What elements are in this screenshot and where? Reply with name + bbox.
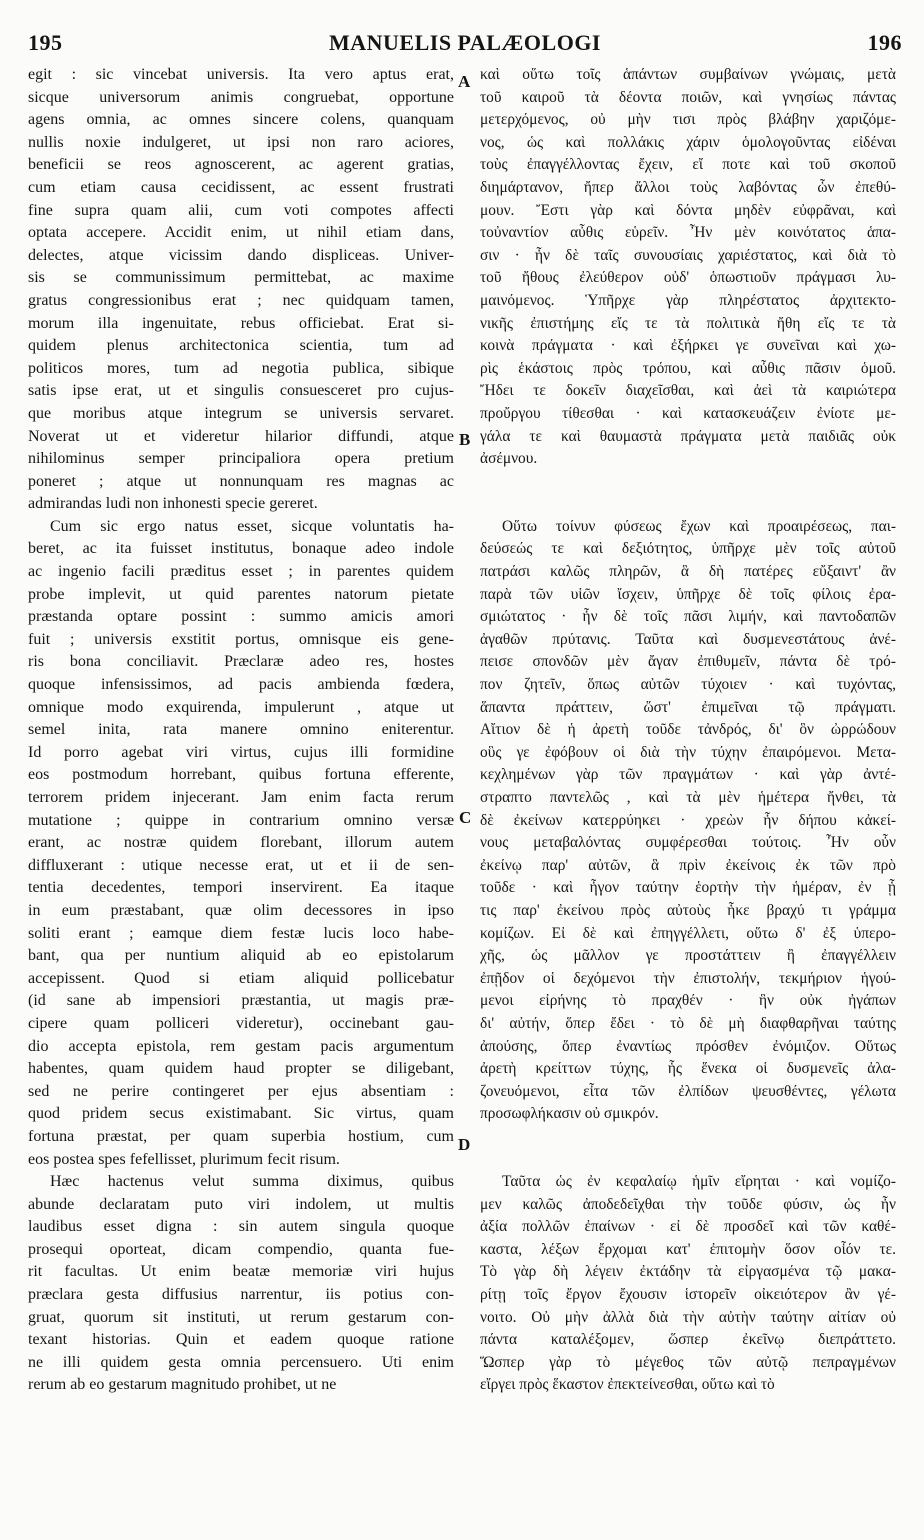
text-line: νους μεταβαλόντας συμφέρεσθαι τούτοις. Ἦν οὖν: [480, 834, 896, 852]
text-line: μουν. Ἔστι γὰρ καὶ δόντα μηδὲν εὐφρᾶναι, καὶ: [480, 201, 896, 219]
text-line: politicos mores, tum ad negotia publica, sibique: [28, 359, 454, 377]
text-line: Ταῦτα ὡς ἐν κεφαλαίῳ ἡμῖν εἴρηται · καὶ νομίζο-: [502, 1173, 896, 1191]
text-line: νοιτο. Οὐ μὴν ἀλλὰ διὰ τὴν αὐτὴν ταύτην αἰτίαν οὐ: [480, 1308, 896, 1326]
text-line: πάντα καταλέξομεν, ὥσπερ ἐκεῖνῳ διεπράττετο.: [480, 1331, 896, 1349]
text-line: ἀρετὴ κρείττων τύχης, ἧς ἕνεκα οἱ δυσμενεῖς ἀλα-: [480, 1060, 896, 1078]
text-line: ἅπαντα πράττειν, ὥστ' ἐπιμεῖναι τῷ πράγματι.: [480, 698, 896, 716]
text-line: quidem plenus architectonica scientia, tum ad: [28, 337, 454, 355]
paragraph-spacer: [480, 1126, 896, 1149]
greek-column: [480, 64, 896, 1397]
text-line: εἴργει πρὸς ἕκαστον ἐπεκτείνεσθαι, οὕτω καὶ τὸ: [480, 1376, 775, 1394]
text-line: Cum sic ergo natus esset, sicque voluntatis ha-: [50, 517, 454, 535]
text-line: μαινόμενος. Ὑπῆρχε γὰρ πληρέστατος ἀρχιτεκτο-: [480, 291, 896, 309]
page-number-left: 195: [28, 30, 63, 55]
text-line: cipere quam polliceri videretur), occinebant gau-: [28, 1014, 454, 1032]
text-line: χῆς, ὡς μᾶλλον γε προστάττειν ἢ ἐπαγγέλλειν: [480, 947, 896, 965]
latin-paragraph-1: [28, 64, 454, 516]
text-line: fine supra quam alii, cum voti compotes affecti: [28, 201, 454, 219]
text-line: nihilominus semper principaliora opera pretium: [28, 450, 454, 468]
latin-paragraph-3: [28, 1171, 454, 1397]
text-line: παρὰ τῶν υἱῶν ἴσχειν, ὑπῆρχε δὲ τοῖς φίλοις ἐρα-: [480, 585, 896, 603]
text-line: ris bona conciliavit. Præclaræ adeo res, hostes: [28, 653, 454, 671]
text-line: γάλα τε καὶ θαυμαστὰ πράγματα μετὰ παιδιᾶς οὐκ: [480, 427, 896, 445]
text-line: τις παρ' ἐκείνου πρὸς αὐτοὺς ἧκε βραχύ τι γράμμα: [480, 901, 896, 919]
text-line: satis ipse erat, ut et singulis consuesceret pro cujus-: [28, 382, 454, 400]
text-line: egit : sic vincebat universis. Ita vero aptus erat,: [28, 66, 454, 83]
text-line: διημάρτανον, ἤπερ ἄλλοι τοὺς λαβόντας ὧν ἐπεθύ-: [480, 178, 896, 196]
text-line: ρίτῃ τοῖς ἔργον ἔχουσιν ἱστορεῖν οἰκειότερον ἂν γέ-: [480, 1286, 896, 1304]
text-line: erant, ac nostræ quidem florebant, illorum autem: [28, 834, 454, 852]
text-line: fortuna præstat, per quam superbia hostium, cum: [28, 1127, 454, 1145]
text-line: beneficii se reos agnoscerent, ac agerent gratias,: [28, 156, 454, 174]
text-line: mutatione ; quippe in contrarium omnino versæ: [28, 811, 454, 829]
text-line: Id porro agebat viri virtus, cujus illi formidine: [28, 743, 454, 761]
text-line: προσωφλήκασιν οὐ σμικρόν.: [480, 1105, 659, 1123]
text-line: probe implevit, ut quid parentes natorum pietate: [28, 585, 454, 603]
text-line: ἐκείνῳ παρ' αὐτῶν, ἃ πρὶν ἐκείνοις ἐκ τῶν πρὸ: [480, 856, 896, 874]
running-title: MANUELIS PALÆOLOGI: [328, 30, 601, 55]
text-line: προὔργου τίθεσθαι · καὶ κατασκευάζειν ἐνίοτε με-: [480, 404, 896, 422]
text-line: Hæc hactenus velut summa diximus, quibus: [50, 1173, 454, 1191]
text-line: habentes, quam quidem haud propter se diligebant,: [28, 1060, 454, 1078]
text-line: ἀξία πολλῶν ἐπαίνων · εἰ δὲ προσδεῖ καὶ τῶν καθέ-: [480, 1218, 896, 1236]
text-line: cum etiam causa cecidissent, ac essent frustrati: [28, 178, 454, 196]
text-line: ζονευόμενοι, εἶτα τῶν ἐλπίδων ψευσθέντες, γέλωτα: [480, 1082, 896, 1100]
text-line: Noverat ut et videretur hilarior diffundi, atque: [28, 427, 454, 445]
text-line: eos postea spes fefellisset, plurimum fecit risum.: [28, 1150, 340, 1168]
text-line: fuit ; universis exstitit portus, omnisque eis gene-: [28, 630, 454, 648]
text-line: ἀσέμνου.: [480, 450, 538, 468]
text-line: δι' αὐτήν, ὅπερ ἔδει · τὸ δὲ μὴ διαφθαρῆναι ταύτης: [480, 1014, 896, 1032]
text-line: πεισε σπονδῶν μὲν ἄγαν ἐπιθυμεῖν, πάντα δὲ τρό-: [480, 653, 896, 671]
latin-column: [28, 64, 454, 1397]
margin-marker-b: B: [459, 430, 471, 449]
text-line: optata accepere. Accidit enim, ut nihil etiam dans,: [28, 224, 454, 242]
text-line: beret, ac ita fuisset institutus, bonaque adeo indole: [28, 540, 454, 558]
text-line: ἀπούσης, ὅπερ ἐναντίως πρόσθεν ἐνόμιζον. Οὕτως: [480, 1037, 896, 1055]
text-line: κεχλημένων γὰρ τῶν πραγμάτων · καὶ γὰρ ἀντέ-: [480, 766, 896, 784]
text-line: soliti erant ; eamque diem festæ lucis loco habe-: [28, 924, 454, 942]
text-line: μενοι εἰρήνης τὸ πραχθέν · ἣν οὐκ ἠγάπων: [480, 992, 896, 1010]
text-line: νικῆς ἐπιστήμης εἴς τε τὰ πολιτικὰ ἤθη εἴς τε τὰ: [480, 314, 896, 332]
text-line: δὲ ἐκείνων κατερρύηκει · χρεὼν ἦν δήπου κἀκεί-: [480, 811, 896, 829]
text-line: κοινὰ πράγματα · καὶ ἐξήρκει γε συνεῖναι καὶ χω-: [480, 337, 896, 355]
page-header: [28, 30, 902, 64]
text-line: que moribus atque integrum se universis servaret.: [28, 404, 454, 422]
text-line: Οὕτω τοίνυν φύσεως ἔχων καὶ προαιρέσεως, παι-: [502, 517, 896, 535]
paragraph-spacer: [480, 471, 896, 494]
text-line: (id sane ab impensiori præstantia, ut magis præ-: [28, 992, 454, 1010]
text-line: gruat, quorum sit instituti, ut rerum gestarum con-: [28, 1308, 454, 1326]
text-line: τοῦ ἤθους ἐλεύθερον οὐδ' ὁπωστιοῦν πράγμασι λυ-: [480, 269, 896, 287]
text-line: quod pridem secus existimabant. Sic virtus, quam: [28, 1105, 454, 1123]
text-line: ac ingenio facili præditus esset ; in parentes quidem: [28, 563, 454, 581]
greek-paragraph-2: [480, 516, 896, 1126]
text-line: bant, qua per nuntium aliquid ab eo epistolarum: [28, 947, 454, 965]
text-line: in eum præstabant, quæ olim decessores in ipso: [28, 901, 454, 919]
text-line: ne illi quidem gesta omnia percensuero. Uti enim: [28, 1353, 454, 1371]
text-line: sed ne perire contingeret per ejus absentiam :: [28, 1082, 454, 1100]
paragraph-spacer: [480, 493, 896, 516]
text-line: semel inita, rata manere omnino eniterentur.: [28, 721, 454, 739]
page-number-right: 196: [867, 30, 902, 55]
text-line: ἐπῇδον οἱ δεχόμενοι τὴν ἐπιστολήν, τεκμήριον ἡγού-: [480, 969, 896, 987]
text-line: laudibus esset digna : sin autem singula quoque: [28, 1218, 454, 1236]
text-line: Ἤδει τε δοκεῖν διαχεῖσθαι, καὶ ἀεὶ τὰ καιριώτερα: [480, 382, 896, 400]
margin-marker-d: D: [458, 1135, 471, 1154]
text-line: σμιώτατος · ἦν δὲ τοῖς πᾶσι λιμήν, καὶ παντοδαπῶν: [480, 608, 896, 626]
text-line: abunde declaratam puto viri indolem, ut multis: [28, 1195, 454, 1213]
text-line: Τὸ γὰρ δὴ λέγειν ἐκτάδην τὰ εἰργασμένα τῷ μακα-: [480, 1263, 896, 1281]
text-line: nullis noxie indulgeret, ut ipsi non raro aciores,: [28, 133, 454, 151]
text-line: οὓς γε ἐφόβουν οἱ διὰ τὴν τύχην ἐπαιρόμενοι. Μετα-: [480, 743, 896, 761]
text-line: τοὺς ἐπαγγέλλοντας ἔχειν, εἴ ποτε καὶ τοῦ σκοποῦ: [480, 156, 896, 174]
text-line: præclara gesta diffusius narrentur, iis potius con-: [28, 1286, 454, 1304]
text-line: sis se communissimum permittebat, ac maxime: [28, 269, 454, 287]
text-line: κομίζων. Εἰ δὲ καὶ ἐπηγγέλλετι, οὕτω δ' ἐξ ὑπερο-: [480, 924, 896, 942]
greek-paragraph-1: [480, 64, 896, 471]
text-line: morum illa ingenuitate, rebus officiebat. Erat si-: [28, 314, 454, 332]
text-line: Αἴτιον δὲ ἡ ἀρετὴ τοῦδε τἀνδρός, δι' ὃν ὠρρώδουν: [480, 721, 896, 739]
text-line: νος, ὡς καὶ πολλάκις χάριν ὁμολογοῦντας εἰδέναι: [480, 133, 896, 151]
text-line: πατράσι καλῶς πληρῶν, ἃ δὴ πατέρες εὔξαιντ' ἂν: [480, 563, 896, 581]
text-line: ἀγαθῶν πρύτανις. Ταῦτα καὶ δυσμενεστάτους ἀνέ-: [480, 630, 896, 648]
text-line: rit facultas. Ut enim beatæ memoriæ viri hujus: [28, 1263, 454, 1281]
greek-paragraph-3: [480, 1171, 896, 1397]
text-line: terrorem pridem injecerant. Jam enim facta rerum: [28, 789, 454, 806]
text-line: agens omnia, ac omnes sincere colens, quanquam: [28, 111, 454, 129]
text-line: delectes, atque vicissim dando displiceas. Univer-: [28, 246, 454, 264]
paragraph-spacer: [480, 1149, 896, 1172]
text-line: τοὐναντίον αὖθις εὑρεῖν. Ἦν μὲν κοινότατος ἁπα-: [480, 224, 896, 242]
text-line: omnique modo exquirenda, impulerunt , atque ut: [28, 698, 454, 716]
text-line: admirandas ludi non inhonesti specie gereret.: [28, 495, 318, 513]
text-line: texant historias. Quin et eadem quoque ratione: [28, 1331, 454, 1349]
text-line: πον ζητεῖν, ὅπως αὐτῶν τύχοιεν · καὶ τυχόντας,: [480, 676, 896, 694]
margin-marker-a: A: [458, 72, 471, 91]
text-line: δεύσεώς τε καὶ δεξιότητος, ὑπῆρχε μὲν τοῖς αὐτοῦ: [480, 540, 896, 558]
text-line: tentia decedentes, tempori inservirent. Ea itaque: [28, 879, 454, 897]
text-line: poneret ; atque ut nonnunquam res magnas ac: [28, 472, 454, 490]
text-line: τοῦ καιροῦ τὰ δέοντα ποιῶν, καὶ γνησίως πάντας: [480, 88, 896, 106]
text-line: μετερχόμενος, οὐ μὴν τισι πρὸς βλάβην χαριζόμε-: [480, 111, 896, 129]
text-line: sicque universorum animis congruebat, opportune: [28, 88, 454, 106]
text-line: gratus congressionibus erat ; nec quidquam tamen,: [28, 291, 454, 309]
text-line: quoque infensissimos, ad pacis ambienda fœdera,: [28, 676, 454, 694]
text-line: τοῦδε · καὶ ἦγον ταύτην ἑορτὴν τὴν ἡμέραν, ἐν ᾗ: [480, 879, 896, 897]
text-line: Ὥσπερ γὰρ τὸ μέγεθος τῶν αὐτῷ πεπραγμένων: [480, 1353, 896, 1371]
text-line: μεν καλῶς ἀποδεδεῖχθαι τὴν τοῦδε φύσιν, ὡς ἦν: [480, 1195, 896, 1213]
text-line: ρὶς ἑκάστοις πρὸς τρόπου, καὶ αὖθις πᾶσιν ὁμοῦ.: [480, 359, 896, 377]
latin-paragraph-2: [28, 516, 454, 1171]
text-line: rerum ab eo gestarum magnitudo prohibet, ut ne: [28, 1376, 337, 1394]
text-line: σιν · ἦν δὲ ταῖς συνουσίαις χαριέστατος, καὶ διὰ τὸ: [480, 246, 896, 264]
text-line: dio accepta epistola, rem gestam pacis argumentum: [28, 1037, 454, 1055]
margin-marker-c: C: [459, 808, 472, 827]
text-line: καστα, λέξων ἔρχομαι κατ' ἐπιτομὴν ὅσον οἷόν τε.: [480, 1240, 896, 1258]
text-line: præstanda optare possint : summo amicis amori: [28, 608, 454, 626]
text-line: eos postmodum horrebant, quibus fortuna efferente,: [28, 766, 454, 784]
text-line: στραπτο παντελῶς , καὶ τὰ μὲν ἡμέτερα ἤνθει, τὰ: [480, 789, 896, 806]
text-line: accepissent. Quod si etiam aliquid pollicebatur: [28, 969, 454, 987]
text-line: diffluxerant : utique necesse erat, ut et ii de sen-: [28, 856, 454, 874]
text-line: καὶ οὕτω τοῖς ἁπάντων συμβαίνων γνώμαις, μετὰ: [480, 66, 896, 83]
text-line: prosequi oporteat, dicam compendio, quanta fue-: [28, 1240, 454, 1258]
